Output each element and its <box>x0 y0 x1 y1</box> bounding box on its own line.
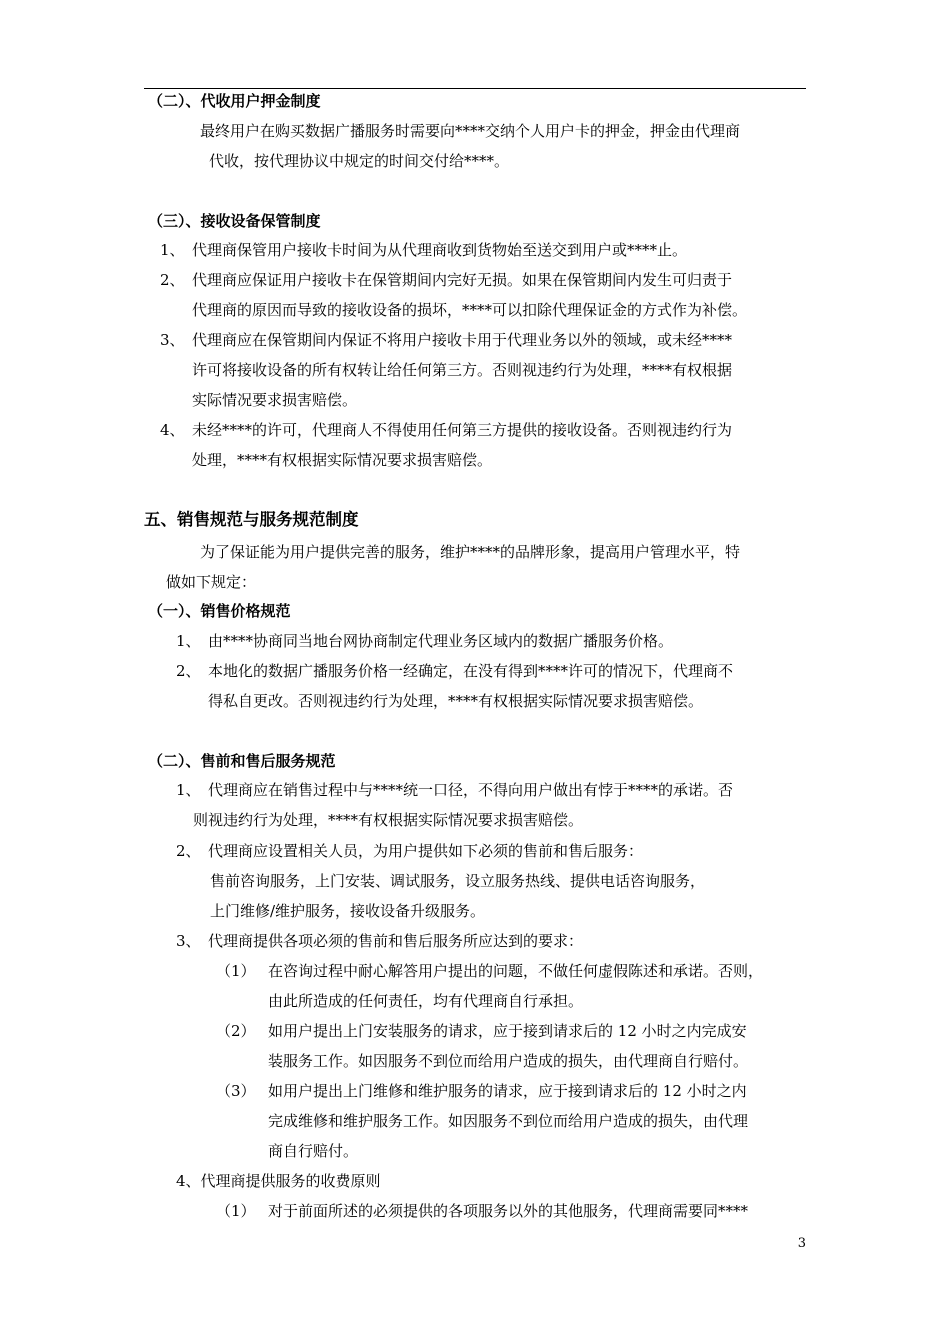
list-item: 3、 代理商应在保管期间内保证不将用户接收卡用于代理业务以外的领域，或未经**** <box>160 331 733 349</box>
list-item: 1、 代理商保管用户接收卡时间为从代理商收到货物始至送交到用户或****止。 <box>160 241 688 259</box>
page-number: 3 <box>797 1236 806 1251</box>
list-item-continuation: 代理商的原因而导致的接收设备的损坏，****可以扣除代理保证金的方式作为补偿。 <box>192 301 748 319</box>
list-number: 1、 <box>176 632 201 650</box>
sub-list-number: （3） <box>216 1082 256 1100</box>
sub-list-number: （2） <box>216 1022 256 1040</box>
list-number: 1、 <box>176 781 201 799</box>
sub-list-item: （2） 如用户提出上门安装服务的请求，应于接到请求后的 12 小时之内完成安 <box>216 1022 747 1040</box>
sub-list-item: （3） 如用户提出上门维修和维护服务的请求，应于接到请求后的 12 小时之内 <box>216 1082 747 1100</box>
list-item: 3、 代理商提供各项必须的售前和售后服务所应达到的要求： <box>176 932 584 950</box>
list-number: 3、 <box>176 932 201 950</box>
sub-list-item-continuation: 装服务工作。如因服务不到位而给用户造成的损失，由代理商自行赔付。 <box>268 1052 749 1070</box>
list-number: 2、 <box>176 662 201 680</box>
list-item-continuation: 售前咨询服务，上门安装、调试服务，设立服务热线、提供电话咨询服务， <box>210 872 706 890</box>
sub-list-item: （1） 对于前面所述的必须提供的各项服务以外的其他服务，代理商需要同**** <box>216 1202 749 1220</box>
section-heading-equipment: （三）、接收设备保管制度 <box>148 212 321 230</box>
list-number: 3、 <box>160 331 185 349</box>
sub-list-item-continuation: 商自行赔付。 <box>268 1142 359 1160</box>
section-heading-deposit: （二）、代收用户押金制度 <box>148 92 321 110</box>
list-number: 4、 <box>160 421 185 439</box>
list-item: 1、 代理商应在销售过程中与****统一口径，不得向用户做出有悖于****的承诺。否 <box>176 781 734 799</box>
list-item-continuation: 许可将接收设备的所有权转让给任何第三方。否则视违约行为处理，****有权根据 <box>192 361 733 379</box>
sub-list-number: （1） <box>216 962 256 980</box>
sub-list-item-continuation: 完成维修和维护服务工作。如因服务不到位而给用户造成的损失，由代理 <box>268 1112 749 1130</box>
header-rule <box>144 88 806 89</box>
list-number: 2、 <box>176 842 201 860</box>
list-item: 2、 代理商应保证用户接收卡在保管期间内完好无损。如果在保管期间内发生可归责于 <box>160 271 733 289</box>
section-heading-pricing: （一）、销售价格规范 <box>148 602 291 620</box>
paragraph-line: 做如下规定： <box>166 573 257 591</box>
list-number: 2、 <box>160 271 185 289</box>
list-item-continuation: 上门维修/维护服务，接收设备升级服务。 <box>210 902 486 920</box>
list-item: 4、 未经****的许可，代理商人不得使用任何第三方提供的接收设备。否则视违约行为 <box>160 421 733 439</box>
chapter-heading: 五、销售规范与服务规范制度 <box>144 510 359 529</box>
list-item: 1、 由****协商同当地台网协商制定代理业务区域内的数据广播服务价格。 <box>176 632 674 650</box>
list-item-continuation: 实际情况要求损害赔偿。 <box>192 391 358 409</box>
list-item-continuation: 则视违约行为处理，****有权根据实际情况要求损害赔偿。 <box>193 811 584 829</box>
list-number: 1、 <box>160 241 185 259</box>
sub-list-item-continuation: 由此所造成的任何责任，均有代理商自行承担。 <box>268 992 584 1010</box>
paragraph-line: 最终用户在购买数据广播服务时需要向****交纳个人用户卡的押金，押金由代理商 <box>200 122 741 140</box>
list-item: 2、 本地化的数据广播服务价格一经确定，在没有得到****许可的情况下，代理商不 <box>176 662 734 680</box>
paragraph-line: 代收，按代理协议中规定的时间交付给****。 <box>209 152 510 170</box>
sub-list-number: （1） <box>216 1202 256 1220</box>
list-item-continuation: 处理，****有权根据实际情况要求损害赔偿。 <box>192 451 493 469</box>
list-item: 4、代理商提供服务的收费原则 <box>176 1172 381 1190</box>
list-item: 2、 代理商应设置相关人员，为用户提供如下必须的售前和售后服务： <box>176 842 644 860</box>
section-heading-service: （二）、售前和售后服务规范 <box>148 752 336 770</box>
sub-list-item: （1） 在咨询过程中耐心解答用户提出的问题，不做任何虚假陈述和承诺。否则， <box>216 962 764 980</box>
paragraph-line: 为了保证能为用户提供完善的服务，维护****的品牌形象，提高用户管理水平，特 <box>200 543 741 561</box>
list-item-continuation: 得私自更改。否则视违约行为处理，****有权根据实际情况要求损害赔偿。 <box>208 692 704 710</box>
